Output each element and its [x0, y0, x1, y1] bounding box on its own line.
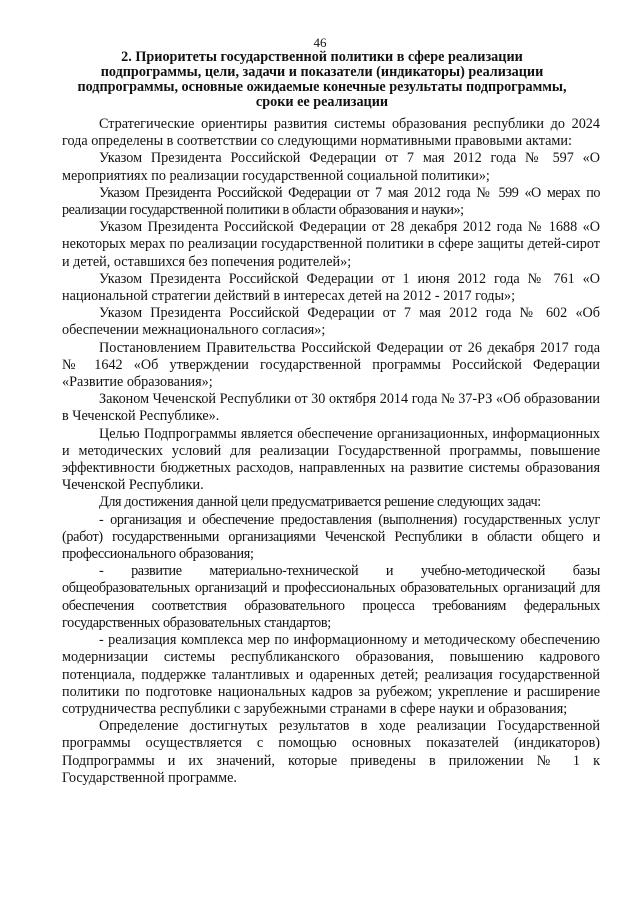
section-heading-line: сроки ее реализации [255, 94, 389, 110]
list-item-task-2: - развитие материально-технической и учебно-методической базы общеобразовательных организаций и профессиональных образовательных организаций для обеспечения соответствия образовательного процесса требованиям федеральных государственных образовательных стандартов; [62, 563, 600, 631]
section-heading-line: подпрограммы, основные ожидаемые конечные результаты подпрограммы, [77, 79, 567, 95]
list-item-task-1: - организация и обеспечение предоставления (выполнения) государственных услуг (работ) государственными организациями Чеченской Республики в области общего и профессионального образования; [62, 511, 600, 563]
section-heading [68, 50, 576, 110]
paragraph-law-37rz: Законом Чеченской Республики от 30 октября 2014 года № 37-РЗ «Об образовании в Чеченской Республике». [62, 391, 600, 425]
body-text [62, 116, 600, 787]
section-heading-line: подпрограммы, цели, задачи и показатели (индикаторы) реализации [100, 64, 544, 80]
paragraph-decree-761: Указом Президента Российской Федерации от 1 июня 2012 года № 761 «О национальной стратегии действий в интересах детей на 2012 - 2017 годы»; [62, 270, 600, 305]
paragraph-results: Определение достигнутых результатов в ходе реализации Государственной программы осуществляется с помощью основных показателей (индикаторов) Подпрограммы и их значений, которые приведены в приложении № 1 к Государственной программе. [62, 718, 600, 786]
section-heading-line: 2. Приоритеты государственной политики в сфере реализации [121, 49, 523, 65]
list-item-task-3: - реализация комплекса мер по информационному и методическому обеспечению модернизации системы республиканского образования, повышению кадрового потенциала, поддержке талантливых и одаренных детей; реализация государственной политики по подготовке национальных кадров за рубежом; укрепление и расширение сотрудничества республики с зарубежными странами в сфере науки и образования; [62, 632, 600, 717]
paragraph-decree-599: Указом Президента Российской Федерации от 7 мая 2012 года № 599 «О мерах по реализации государственной политики в области образования и науки»; [62, 184, 600, 219]
paragraph-decree-1688: Указом Президента Российской Федерации от 28 декабря 2012 года № 1688 «О некоторых мерах по реализации государственной политики в сфере защиты детей-сирот и детей, оставшихся без попечения родителей»; [62, 219, 600, 270]
paragraph-resolution-1642: Постановлением Правительства Российской Федерации от 26 декабря 2017 года № 1642 «Об утверждении государственной программы Российской Федерации «Развитие образования»; [62, 339, 600, 391]
paragraph-intro: Стратегические ориентиры развития системы образования республики до 2024 года определены в соответствии со следующими нормативными правовыми актами: [62, 116, 600, 150]
paragraph-decree-602: Указом Президента Российской Федерации от 7 мая 2012 года № 602 «Об обеспечении межнационального согласия»; [62, 305, 600, 339]
page-number: 46 [313, 35, 327, 50]
paragraph-decree-597: Указом Президента Российской Федерации от 7 мая 2012 года № 597 «О мероприятиях по реализации государственной социальной политики»; [62, 150, 600, 184]
paragraph-tasks-intro: Для достижения данной цели предусматривается решение следующих задач: [99, 494, 541, 511]
paragraph-goal: Целью Подпрограммы является обеспечение организационных, информационных и методических условий для реализации Государственной программы, повышение эффективности бюджетных расходов, направленных на развитие системы образования Чеченской Республики. [62, 425, 600, 494]
